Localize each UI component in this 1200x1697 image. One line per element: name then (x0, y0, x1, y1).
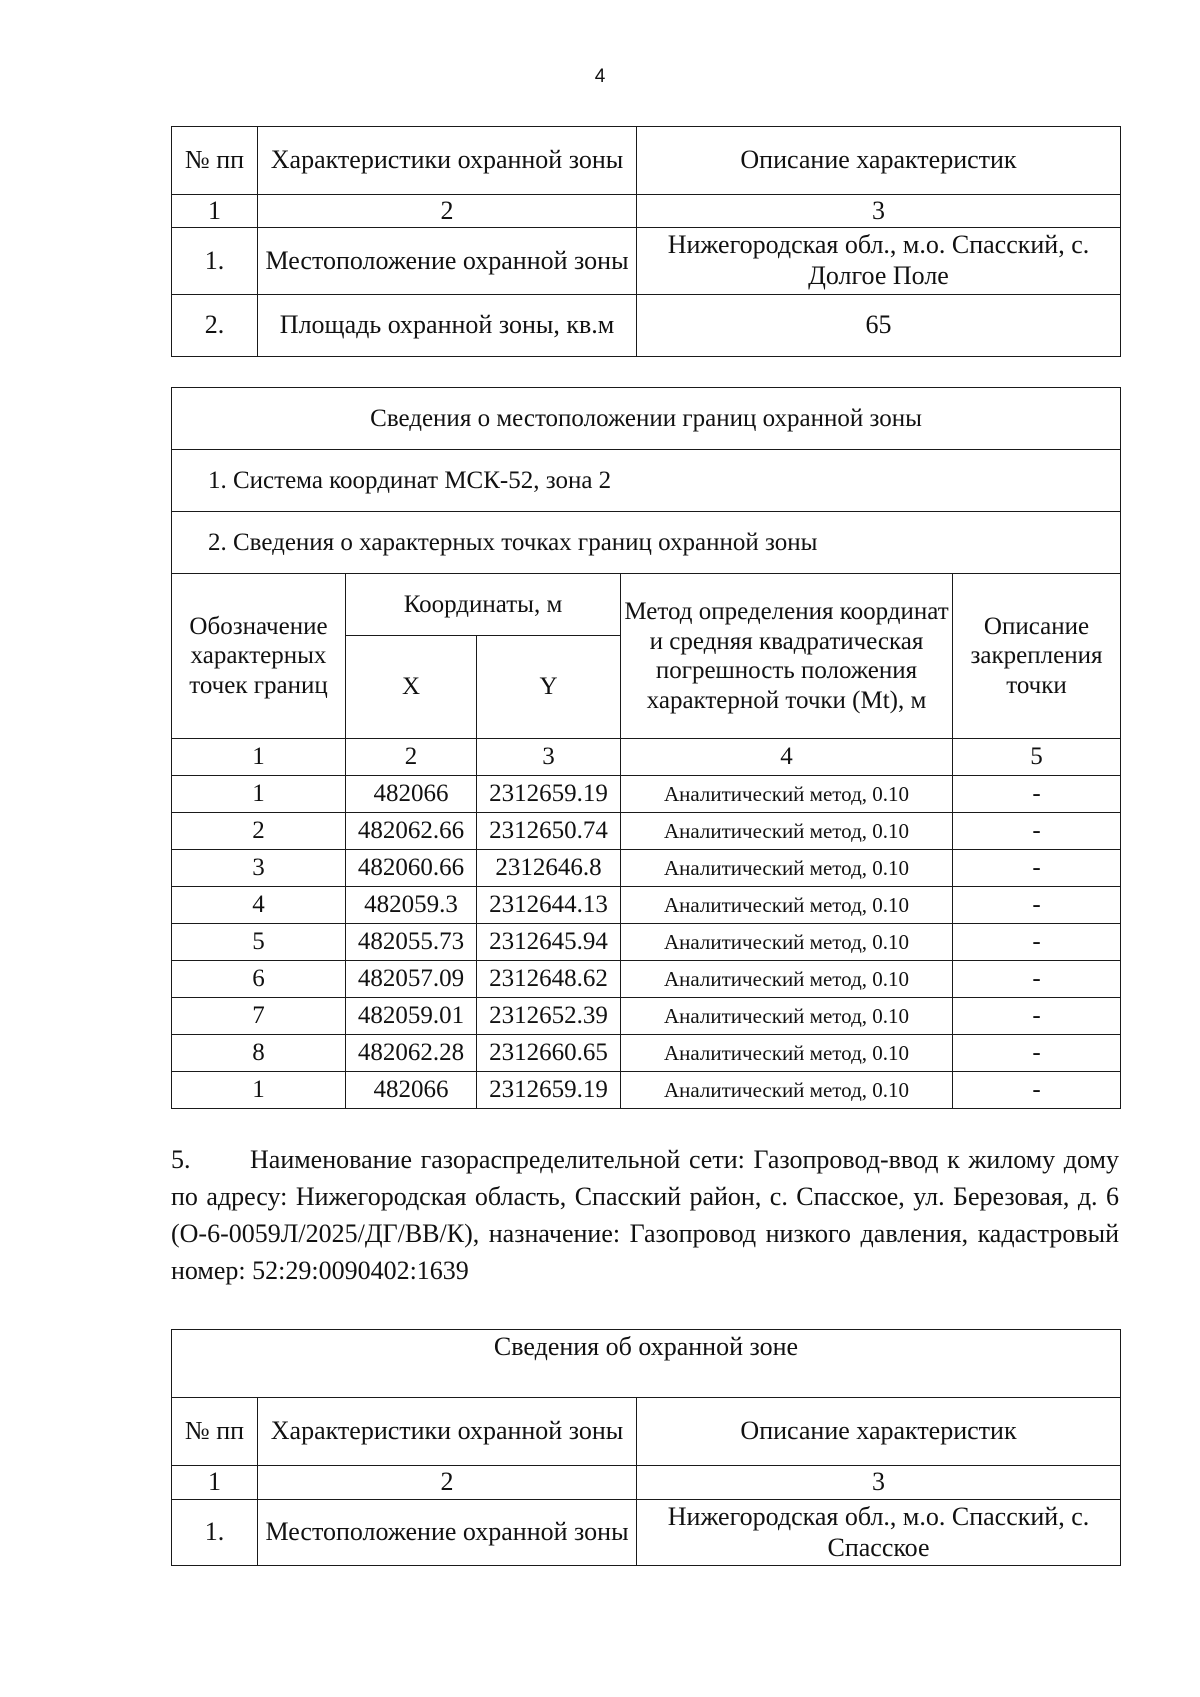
row-description: Нижегородская обл., м.о. Спасский, с. Долгое Поле (637, 228, 1121, 295)
coordinate-x: 482062.28 (346, 1035, 477, 1072)
boundary-location-table (171, 387, 1121, 1109)
header-method: Метод определения координат и средняя квадратическая погрешность положения характерной точки (Mt), м (621, 574, 953, 739)
fixing-description: - (953, 887, 1121, 924)
row-num: 1. (172, 1500, 258, 1566)
point-designation: 8 (172, 1035, 346, 1072)
coordinate-y: 2312648.62 (477, 961, 621, 998)
coordinate-y: 2312645.94 (477, 924, 621, 961)
coordinate-x: 482066 (346, 776, 477, 813)
fixing-description: - (953, 813, 1121, 850)
method-description: Аналитический метод, 0.10 (621, 1035, 953, 1072)
header-fixing: Описание закрепления точки (953, 574, 1121, 739)
coordinate-x: 482057.09 (346, 961, 477, 998)
points-info-line: 2. Сведения о характерных точках границ охранной зоны (172, 512, 1121, 574)
point-designation: 1 (172, 776, 346, 813)
column-number: 2 (258, 1466, 637, 1500)
header-description: Описание характеристик (637, 1398, 1121, 1466)
table-row (172, 1072, 1121, 1109)
column-number: 1 (172, 195, 258, 228)
fixing-description: - (953, 1035, 1121, 1072)
column-number: 1 (172, 739, 346, 776)
coordinate-system-line: 1. Система координат МСК-52, зона 2 (172, 450, 1121, 512)
table-row (172, 295, 1121, 357)
column-number: 2 (346, 739, 477, 776)
column-number: 1 (172, 1466, 258, 1500)
coordinate-x: 482059.3 (346, 887, 477, 924)
method-description: Аналитический метод, 0.10 (621, 961, 953, 998)
method-description: Аналитический метод, 0.10 (621, 887, 953, 924)
header-num: № пп (172, 127, 258, 195)
section-5-paragraph (171, 1141, 1119, 1289)
row-description: 65 (637, 295, 1121, 357)
method-description: Аналитический метод, 0.10 (621, 924, 953, 961)
table-row (172, 813, 1121, 850)
header-designation: Обозначение характерных точек границ (172, 574, 346, 739)
protection-zone-characteristics-table (171, 126, 1121, 357)
page-number: 4 (594, 66, 606, 87)
fixing-description: - (953, 924, 1121, 961)
coordinate-y: 2312646.8 (477, 850, 621, 887)
fixing-description: - (953, 850, 1121, 887)
column-number: 3 (477, 739, 621, 776)
table-row (172, 1035, 1121, 1072)
point-designation: 2 (172, 813, 346, 850)
point-designation: 1 (172, 1072, 346, 1109)
point-designation: 7 (172, 998, 346, 1035)
coordinate-x: 482060.66 (346, 850, 477, 887)
coordinate-y: 2312652.39 (477, 998, 621, 1035)
point-designation: 3 (172, 850, 346, 887)
method-description: Аналитический метод, 0.10 (621, 776, 953, 813)
coordinate-y: 2312650.74 (477, 813, 621, 850)
column-number: 2 (258, 195, 637, 228)
table-row (172, 887, 1121, 924)
coordinate-x: 482055.73 (346, 924, 477, 961)
row-characteristic: Местоположение охранной зоны (258, 228, 637, 295)
section-text: Наименование газораспределительной сети: Газопровод-ввод к жилому дому по адресу: Нижегородская область, Спасский район, с. Спасское, ул. Березовая, д. 6 (О-6-0059Л/2025/ДГ/ВВ/К), назначение: Газопровод низкого давления, кадастровый номер: 52:29:0090402:1639 (171, 1145, 1119, 1285)
coordinate-y: 2312659.19 (477, 776, 621, 813)
header-x: X (346, 636, 477, 739)
fixing-description: - (953, 1072, 1121, 1109)
table-row (172, 228, 1121, 295)
row-characteristic: Площадь охранной зоны, кв.м (258, 295, 637, 357)
table-row (172, 850, 1121, 887)
table-title: Сведения об охранной зоне (172, 1330, 1121, 1398)
fixing-description: - (953, 776, 1121, 813)
coordinate-y: 2312660.65 (477, 1035, 621, 1072)
header-y: Y (477, 636, 621, 739)
row-num: 1. (172, 228, 258, 295)
coordinate-x: 482066 (346, 1072, 477, 1109)
method-description: Аналитический метод, 0.10 (621, 998, 953, 1035)
table-row (172, 1500, 1121, 1566)
header-characteristics: Характеристики охранной зоны (258, 1398, 637, 1466)
method-description: Аналитический метод, 0.10 (621, 1072, 953, 1109)
coordinate-x: 482059.01 (346, 998, 477, 1035)
header-description: Описание характеристик (637, 127, 1121, 195)
header-num: № пп (172, 1398, 258, 1466)
point-designation: 5 (172, 924, 346, 961)
coordinate-y: 2312644.13 (477, 887, 621, 924)
row-description: Нижегородская обл., м.о. Спасский, с. Спасское (637, 1500, 1121, 1566)
column-number: 3 (637, 1466, 1121, 1500)
column-number: 3 (637, 195, 1121, 228)
column-number: 4 (621, 739, 953, 776)
table-row (172, 961, 1121, 998)
table-row (172, 998, 1121, 1035)
table-row (172, 924, 1121, 961)
protection-zone-info-table (171, 1329, 1121, 1566)
row-characteristic: Местоположение охранной зоны (258, 1500, 637, 1566)
row-num: 2. (172, 295, 258, 357)
table-title: Сведения о местоположении границ охранной зоны (172, 388, 1121, 450)
section-number: 5. (171, 1145, 191, 1174)
point-designation: 4 (172, 887, 346, 924)
header-coordinates: Координаты, м (346, 574, 621, 636)
fixing-description: - (953, 998, 1121, 1035)
coordinate-x: 482062.66 (346, 813, 477, 850)
column-number: 5 (953, 739, 1121, 776)
point-designation: 6 (172, 961, 346, 998)
fixing-description: - (953, 961, 1121, 998)
method-description: Аналитический метод, 0.10 (621, 813, 953, 850)
header-characteristics: Характеристики охранной зоны (258, 127, 637, 195)
table-row (172, 776, 1121, 813)
method-description: Аналитический метод, 0.10 (621, 850, 953, 887)
coordinate-y: 2312659.19 (477, 1072, 621, 1109)
